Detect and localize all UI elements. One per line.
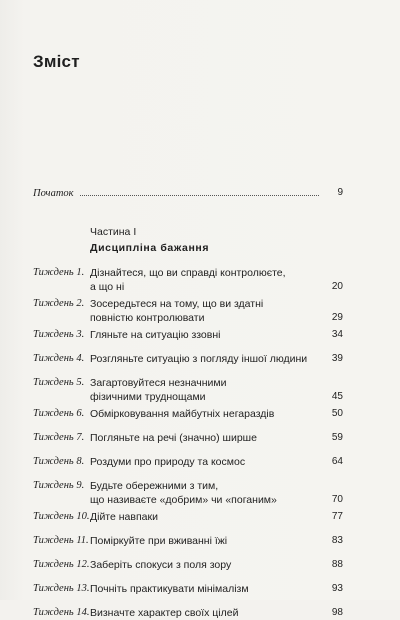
page-title: Зміст — [33, 52, 80, 71]
week-label: Тиждень 1. — [33, 267, 85, 278]
entry-page: 93 — [331, 583, 343, 594]
entry-page: 83 — [331, 535, 343, 546]
entry-page: 39 — [331, 353, 343, 364]
entry-title-line-1: Розгляньте ситуацію з погляду іншої людини — [90, 353, 308, 365]
entry-title-line-1: Обмірковування майбутніх негараздів — [90, 408, 275, 420]
week-label: Тиждень 7. — [33, 432, 85, 443]
entry-title-line-1: Зосередьтеся на тому, що ви здатні — [90, 298, 264, 310]
entry-title-line-1: Загартовуйтеся незначними — [90, 377, 227, 389]
entry-page: 64 — [331, 456, 343, 467]
entry-page: 98 — [331, 607, 343, 618]
week-label: Тиждень 5. — [33, 377, 85, 388]
entry-page: 88 — [331, 559, 343, 570]
toc-intro-label: Початок — [33, 188, 74, 199]
entry-page: 70 — [331, 494, 343, 505]
entry-page: 77 — [331, 511, 343, 522]
entry-title-line-1: Гляньте на ситуацію ззовні — [90, 329, 221, 341]
week-label: Тиждень 10. — [33, 511, 90, 522]
week-label: Тиждень 8. — [33, 456, 85, 467]
part-label: Частина I — [90, 226, 137, 238]
entry-title-line-1: Почніть практикувати мінімалізм — [90, 583, 249, 595]
week-label: Тиждень 12. — [33, 559, 90, 570]
toc-intro-page: 9 — [337, 187, 343, 198]
entry-page: 20 — [331, 281, 343, 292]
entry-title-line-2: фізичними труднощами — [90, 391, 206, 403]
week-label: Тиждень 11. — [33, 535, 89, 546]
entry-title-line-1: Дізнайтеся, що ви справді контролюєте, — [90, 267, 286, 279]
entry-title-line-1: Заберіть спокуси з поля зору — [90, 559, 232, 571]
entry-title-line-1: Роздуми про природу та космос — [90, 456, 246, 468]
entry-title-line-1: Визначте характер своїх цілей — [90, 607, 239, 619]
entry-page: 50 — [331, 408, 343, 419]
week-label: Тиждень 14. — [33, 607, 90, 618]
entry-title-line-1: Поміркуйте при вживанні їжі — [90, 535, 228, 547]
entry-page: 45 — [331, 391, 343, 402]
entry-title-line-1: Погляньте на речі (значно) ширше — [90, 432, 257, 444]
entry-title-line-2: повністю контролювати — [90, 312, 205, 324]
entry-page: 34 — [331, 329, 343, 340]
entry-title-line-2: а що ні — [90, 281, 125, 293]
week-label: Тиждень 3. — [33, 329, 85, 340]
week-label: Тиждень 4. — [33, 353, 85, 364]
entry-page: 29 — [331, 312, 343, 323]
week-label: Тиждень 6. — [33, 408, 85, 419]
entry-title-line-1: Дійте навпаки — [90, 511, 158, 523]
part-title: Дисципліна бажання — [90, 242, 210, 254]
week-label: Тиждень 2. — [33, 298, 85, 309]
entry-page: 59 — [331, 432, 343, 443]
entry-title-line-1: Будьте обережними з тим, — [90, 480, 219, 492]
toc-intro-label-wrap — [33, 186, 325, 201]
entry-title-line-2: що називаєте «добрим» чи «поганим» — [90, 494, 277, 506]
week-label: Тиждень 9. — [33, 480, 85, 491]
dot-leader — [80, 186, 319, 196]
week-label: Тиждень 13. — [33, 583, 90, 594]
